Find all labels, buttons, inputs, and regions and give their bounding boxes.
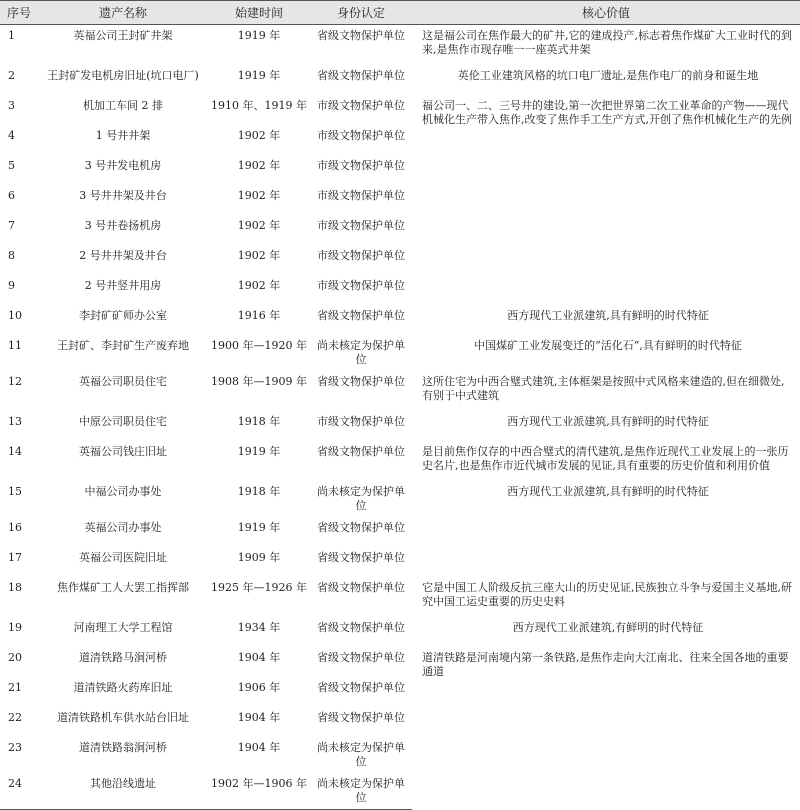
row-index: 10 (8, 309, 22, 322)
row-year: 1904 年 (237, 651, 281, 664)
row-value: 福公司一、二、三号井的建设,第一次把世界第二次工业革命的产物——现代机械化生产带入焦作,改变了焦作手工生产方式,开创了焦作机械化生产的先例 (422, 99, 792, 126)
row-index: 19 (8, 621, 22, 634)
row-value: 道清铁路是河南境内第一条铁路,是焦作走向大江南北、往来全国各地的重要通道 (422, 651, 789, 678)
row-name: 1 号井井架 (95, 129, 151, 142)
row-index: 24 (0, 773, 38, 810)
row-year: 1925 年—1926 年 (211, 581, 307, 594)
row-name: 英福公司办事处 (84, 521, 162, 534)
row-name: 道清铁路机车供水站台旧址 (57, 711, 189, 724)
table-row (0, 25, 800, 66)
row-index: 14 (8, 445, 22, 458)
table-row (0, 335, 800, 371)
row-status: 省级文物保护单位 (317, 29, 405, 42)
row-index: 5 (8, 159, 15, 172)
row-status: 省级文物保护单位 (317, 521, 405, 534)
row-year: 1902 年 (237, 219, 281, 232)
row-index: 4 (8, 129, 15, 142)
header-year: 始建时间 (208, 1, 310, 25)
row-name: 中原公司职员住宅 (79, 415, 167, 428)
table-row (0, 481, 800, 517)
row-year: 1900 年—1920 年 (211, 339, 307, 352)
row-name: 其他沿线遗址 (38, 773, 208, 810)
header-status: 身份认定 (310, 1, 412, 25)
table-header (0, 1, 800, 25)
row-index: 7 (8, 219, 15, 232)
row-index: 1 (8, 29, 15, 42)
row-year: 1919 年 (237, 445, 281, 458)
row-name: 英福公司医院旧址 (79, 551, 167, 564)
row-name: 河南理工大学工程馆 (73, 621, 173, 634)
row-year: 1904 年 (237, 711, 281, 724)
row-value: 中国煤矿工业发展变迁的“活化石”,具有鲜明的时代特征 (474, 339, 742, 352)
header-index: 序号 (0, 1, 38, 25)
row-status: 市级文物保护单位 (317, 415, 405, 428)
row-year: 1902 年 (237, 279, 281, 292)
table-body (0, 25, 800, 810)
row-year: 1902 年—1906 年 (208, 773, 310, 810)
row-year: 1910 年、1919 年 (211, 99, 307, 112)
row-year: 1902 年 (237, 249, 281, 262)
row-value: 这是福公司在焦作最大的矿井,它的建成投产,标志着焦作煤矿大工业时代的到来,是焦作市现存唯一一座英式井架 (422, 29, 792, 56)
row-status: 省级文物保护单位 (317, 621, 405, 634)
row-index: 8 (8, 249, 15, 262)
table-row (0, 647, 800, 677)
row-status: 市级文物保护单位 (317, 99, 405, 112)
row-name: 机加工车间 2 排 (83, 99, 163, 112)
row-status: 省级文物保护单位 (317, 309, 405, 322)
row-status: 省级文物保护单位 (317, 581, 405, 594)
row-status: 尚未核定为保护单位 (310, 773, 412, 810)
row-status: 尚未核定为保护单位 (317, 339, 405, 366)
row-status: 尚未核定为保护单位 (317, 485, 405, 512)
row-name: 道清铁路翁涧河桥 (79, 741, 167, 754)
row-status: 市级文物保护单位 (317, 189, 405, 202)
row-name: 王封矿发电机房旧址(坑口电厂) (47, 69, 199, 82)
row-status: 尚未核定为保护单位 (317, 741, 405, 768)
row-value: 英伦工业建筑风格的坑口电厂遗址,是焦作电厂的前身和诞生地 (457, 69, 759, 82)
row-status: 市级文物保护单位 (317, 249, 405, 262)
row-status: 省级文物保护单位 (317, 69, 405, 82)
row-status: 省级文物保护单位 (317, 651, 405, 664)
row-index: 3 (8, 99, 15, 112)
row-name: 道清铁路火药库旧址 (73, 681, 173, 694)
row-year: 1906 年 (237, 681, 281, 694)
row-index: 21 (8, 681, 22, 694)
row-index: 2 (8, 69, 15, 82)
row-name: 3 号井卷扬机房 (84, 219, 162, 232)
header-value: 核心价值 (412, 1, 800, 25)
row-status: 省级文物保护单位 (317, 551, 405, 564)
row-status: 市级文物保护单位 (317, 159, 405, 172)
row-name: 焦作煤矿工人大罢工指挥部 (57, 581, 189, 594)
row-value: 这所住宅为中西合璧式建筑,主体框架是按照中式风格来建造的,但在细微处,有别于中式建筑 (422, 375, 785, 402)
row-name: 英福公司职员住宅 (79, 375, 167, 388)
row-year: 1934 年 (237, 621, 281, 634)
table-row (0, 305, 800, 335)
row-year: 1908 年—1909 年 (211, 375, 307, 388)
row-year: 1919 年 (237, 521, 281, 534)
row-name: 英福公司王封矿井架 (73, 29, 173, 42)
table-row (0, 577, 800, 617)
row-value: 西方现代工业派建筑,有鲜明的时代特征 (512, 621, 704, 634)
row-year: 1902 年 (237, 159, 281, 172)
row-index: 15 (8, 485, 22, 498)
table-row (0, 95, 800, 125)
row-value: 西方现代工业派建筑,具有鲜明的时代特征 (507, 415, 709, 428)
table-row (0, 617, 800, 647)
row-year: 1918 年 (237, 415, 281, 428)
row-index: 13 (8, 415, 22, 428)
row-index: 16 (8, 521, 22, 534)
row-value: 西方现代工业派建筑,具有鲜明的时代特征 (507, 485, 709, 498)
row-year: 1909 年 (237, 551, 281, 564)
table-row (0, 371, 800, 411)
row-year: 1916 年 (237, 309, 281, 322)
row-year: 1919 年 (237, 29, 281, 42)
row-year: 1919 年 (237, 69, 281, 82)
row-year: 1904 年 (237, 741, 281, 754)
row-name: 2 号井井架及井台 (79, 249, 167, 262)
row-index: 20 (8, 651, 22, 664)
table-row (0, 65, 800, 95)
row-year: 1902 年 (237, 129, 281, 142)
row-value: 是目前焦作仅存的中西合璧式的清代建筑,是焦作近现代工业发展上的一张历史名片,也是焦作市近代城市发展的见证,具有重要的历史价值和利用价值 (422, 445, 789, 472)
row-name: 2 号井竖井用房 (84, 279, 162, 292)
row-status: 省级文物保护单位 (317, 681, 405, 694)
row-year: 1918 年 (237, 485, 281, 498)
row-status: 省级文物保护单位 (317, 445, 405, 458)
row-name: 3 号井井架及井台 (79, 189, 167, 202)
row-index: 22 (8, 711, 22, 724)
row-index: 12 (8, 375, 22, 388)
row-name: 李封矿矿师办公室 (79, 309, 167, 322)
header-name: 遗产名称 (38, 1, 208, 25)
row-value: 它是中国工人阶级反抗三座大山的历史见证,民族独立斗争与爱国主义基地,研究中国工运史重要的历史史料 (422, 581, 792, 608)
row-name: 3 号井发电机房 (84, 159, 162, 172)
row-index: 18 (8, 581, 22, 594)
row-index: 9 (8, 279, 15, 292)
row-index: 6 (8, 189, 15, 202)
row-name: 中福公司办事处 (84, 485, 162, 498)
row-value: 西方现代工业派建筑,具有鲜明的时代特征 (507, 309, 709, 322)
row-name: 王封矿、李封矿生产废弃地 (57, 339, 189, 352)
row-status: 省级文物保护单位 (317, 375, 405, 388)
row-year: 1902 年 (237, 189, 281, 202)
row-status: 市级文物保护单位 (317, 279, 405, 292)
row-index: 11 (8, 339, 22, 352)
row-name: 道清铁路马涧河桥 (79, 651, 167, 664)
row-index: 23 (8, 741, 22, 754)
row-status: 省级文物保护单位 (317, 711, 405, 724)
header-row (0, 1, 800, 25)
row-status: 市级文物保护单位 (317, 129, 405, 142)
row-name: 英福公司钱庄旧址 (79, 445, 167, 458)
row-index: 17 (8, 551, 22, 564)
table-row (0, 441, 800, 481)
row-status: 市级文物保护单位 (317, 219, 405, 232)
table-row (0, 411, 800, 441)
